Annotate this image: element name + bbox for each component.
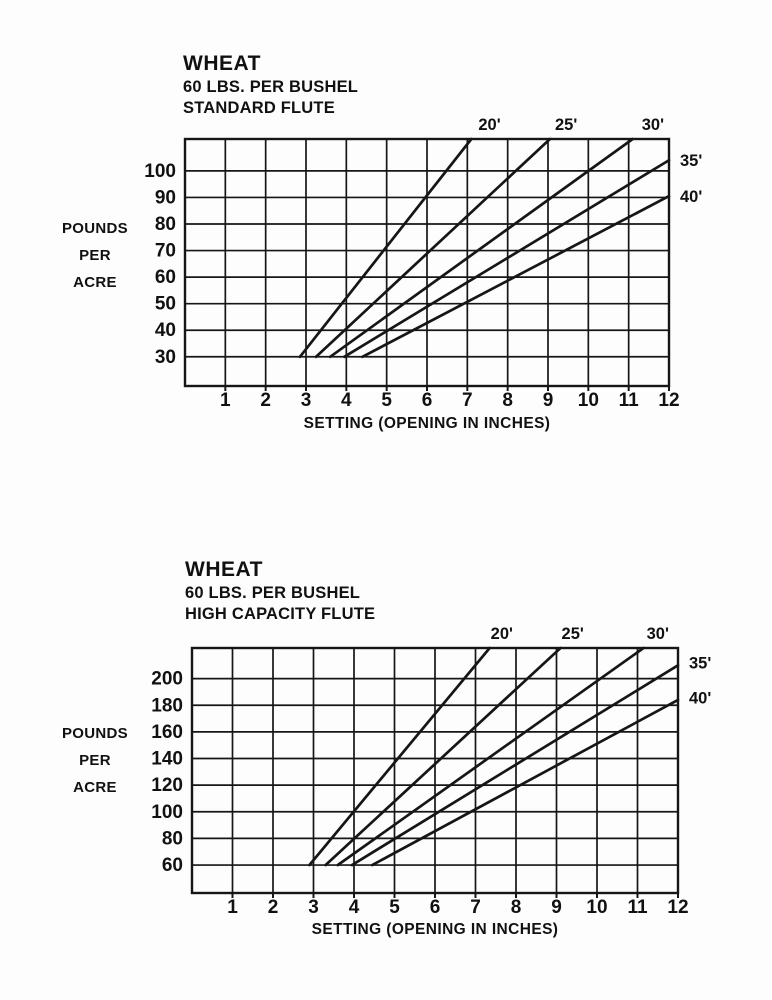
chart2-plot-area bbox=[151, 625, 711, 918]
x-tick-label: 8 bbox=[502, 390, 513, 411]
series-label-25ft: 25' bbox=[555, 116, 578, 134]
series-line-35ft bbox=[344, 160, 669, 357]
chart1-y-axis-unit-label bbox=[25, 221, 165, 302]
chart1-ylabel-line2: PER bbox=[79, 247, 111, 264]
y-tick-label: 40 bbox=[154, 320, 176, 342]
x-tick-label: 7 bbox=[462, 390, 473, 411]
chart2-ylabel-line3: ACRE bbox=[73, 779, 117, 796]
series-label-20ft: 20' bbox=[478, 116, 501, 134]
series-label-20ft: 20' bbox=[490, 625, 513, 643]
chart1-title: WHEAT bbox=[183, 52, 261, 75]
y-tick-label: 160 bbox=[151, 721, 183, 743]
y-tick-label: 80 bbox=[161, 828, 183, 850]
y-tick-label: 100 bbox=[151, 801, 183, 823]
chart2-ylabel-line1: POUNDS bbox=[62, 725, 128, 742]
y-tick-label: 30 bbox=[154, 346, 176, 368]
chart2-title: WHEAT bbox=[185, 558, 263, 581]
x-tick-label: 2 bbox=[267, 897, 279, 918]
series-line-20ft bbox=[309, 648, 489, 865]
y-tick-label: 50 bbox=[154, 293, 176, 315]
chart2-ylabel-line2: PER bbox=[79, 752, 111, 769]
x-tick-label: 4 bbox=[348, 897, 360, 918]
series-label-30ft: 30' bbox=[641, 116, 665, 134]
series-label-35ft: 35' bbox=[680, 152, 703, 171]
x-tick-label: 2 bbox=[260, 390, 271, 411]
series-line-35ft bbox=[352, 665, 678, 865]
x-tick-label: 5 bbox=[381, 390, 392, 411]
y-tick-label: 60 bbox=[154, 267, 176, 289]
chart1-ylabel-line1: POUNDS bbox=[62, 220, 128, 237]
x-tick-label: 5 bbox=[389, 897, 400, 918]
x-tick-labels bbox=[220, 390, 680, 411]
chart1-subtitle-bushel: 60 LBS. PER BUSHEL bbox=[183, 78, 359, 96]
x-tick-label: 1 bbox=[227, 897, 238, 918]
series-label-40ft: 40' bbox=[689, 689, 712, 708]
chart1-ylabel-line3: ACRE bbox=[73, 274, 117, 291]
x-tick-label: 1 bbox=[220, 390, 231, 411]
chart1-plot-area bbox=[144, 116, 702, 411]
grid bbox=[192, 648, 678, 893]
x-tick-label: 12 bbox=[667, 897, 689, 918]
y-tick-label: 180 bbox=[151, 695, 183, 717]
series-line-40ft bbox=[372, 700, 678, 865]
x-tick-label: 4 bbox=[341, 390, 352, 411]
x-tick-label: 9 bbox=[551, 897, 562, 918]
series-label-25ft: 25' bbox=[561, 625, 584, 643]
chart1-subtitle-flute: STANDARD FLUTE bbox=[183, 99, 335, 117]
x-tick-label: 3 bbox=[300, 390, 312, 411]
chart1-x-axis-title: SETTING (OPENING IN INCHES) bbox=[303, 415, 551, 432]
series-label-30ft: 30' bbox=[646, 625, 669, 643]
x-tick-label: 7 bbox=[470, 897, 481, 918]
series-line-25ft bbox=[326, 648, 561, 865]
series-label-40ft: 40' bbox=[680, 188, 703, 207]
chart1-title-block bbox=[183, 52, 358, 118]
y-tick-label: 90 bbox=[154, 187, 176, 209]
x-tick-label: 10 bbox=[586, 897, 608, 918]
x-tick-label: 11 bbox=[627, 897, 648, 918]
y-tick-label: 70 bbox=[154, 240, 176, 262]
x-tick-label: 9 bbox=[542, 390, 554, 411]
chart2-y-axis-unit-label bbox=[25, 726, 165, 807]
x-tick-labels bbox=[227, 897, 688, 918]
x-tick-label: 3 bbox=[308, 897, 319, 918]
chart2-title-block bbox=[185, 558, 375, 624]
x-tick-label: 6 bbox=[421, 390, 433, 411]
chart2-x-axis-title: SETTING (OPENING IN INCHES) bbox=[311, 921, 559, 938]
x-tick-label: 11 bbox=[618, 390, 639, 411]
y-tick-label: 80 bbox=[154, 213, 176, 235]
x-tick-label: 10 bbox=[577, 390, 599, 411]
x-tick-label: 8 bbox=[510, 897, 522, 918]
y-tick-label: 140 bbox=[151, 748, 183, 770]
y-tick-label: 200 bbox=[151, 668, 183, 690]
y-tick-label: 60 bbox=[161, 855, 183, 877]
x-tick-label: 6 bbox=[429, 897, 441, 918]
chart2-subtitle-bushel: 60 LBS. PER BUSHEL bbox=[185, 584, 361, 602]
series-label-35ft: 35' bbox=[689, 654, 712, 673]
grid bbox=[185, 139, 669, 386]
chart2-subtitle-flute: HIGH CAPACITY FLUTE bbox=[185, 605, 376, 623]
y-tick-label: 100 bbox=[144, 160, 176, 182]
y-tick-label: 120 bbox=[151, 775, 183, 797]
x-tick-label: 12 bbox=[658, 390, 680, 411]
